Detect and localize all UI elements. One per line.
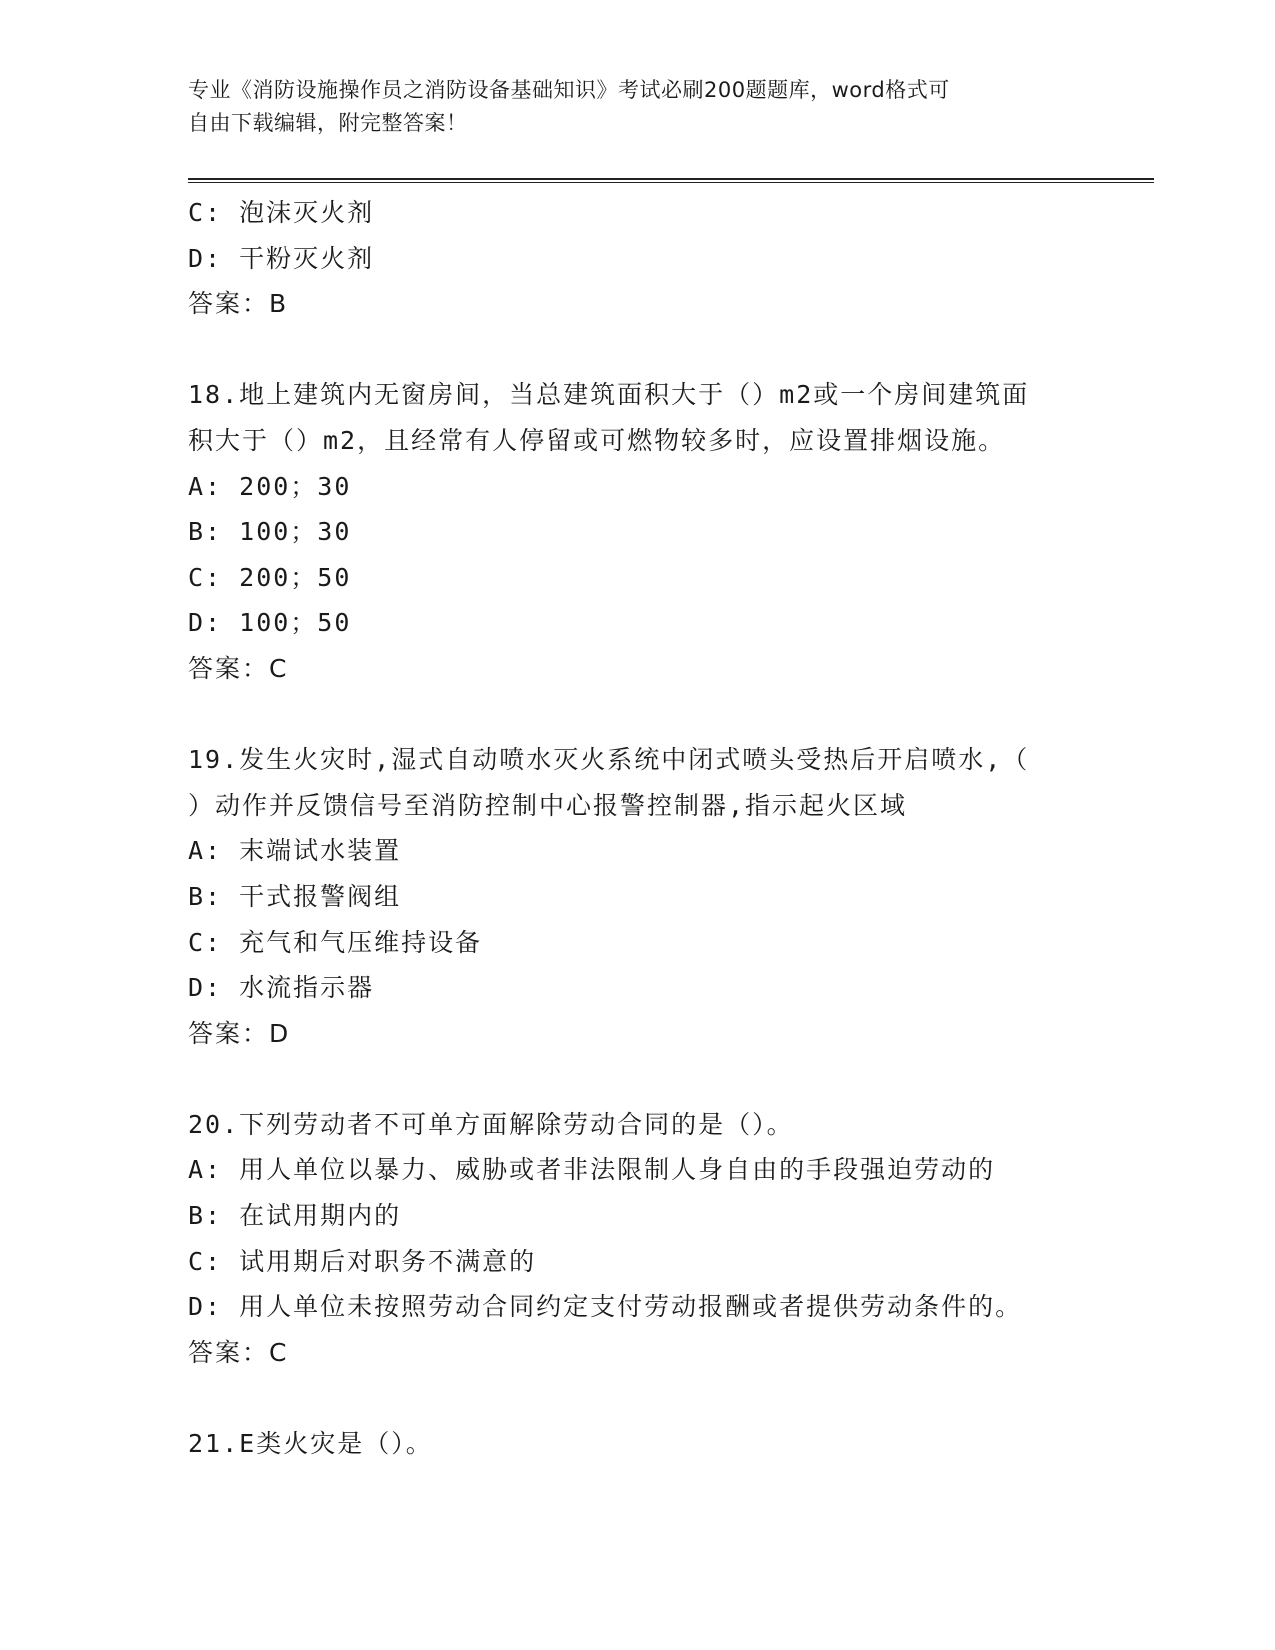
spacer [188, 1056, 1148, 1102]
answer: 答案：C [188, 653, 289, 683]
option-c: C: 试用期后对职务不满意的 [188, 1246, 537, 1276]
question-18 [188, 372, 1148, 691]
answer: 答案：D [188, 1018, 291, 1048]
option-d: D: 水流指示器 [188, 973, 375, 1003]
option-b: B: 在试用期内的 [188, 1201, 402, 1231]
question-20 [188, 1102, 1148, 1376]
question-text-line: 19.发生火灾时,湿式自动喷水灭火系统中闭式喷头受热后开启喷水,（ [188, 745, 1030, 775]
spacer [188, 327, 1148, 373]
question-text-line: 21.E类火灾是（）。 [188, 1429, 433, 1459]
document-header [188, 74, 1088, 140]
header-title-line-2: 自由下载编辑，附完整答案！ [188, 111, 468, 135]
question-text-line: 积大于（）m2，且经常有人停留或可燃物较多时，应设置排烟设施。 [188, 425, 1006, 455]
option-a: A: 200；30 [188, 471, 352, 501]
option-a: A: 末端试水装置 [188, 836, 402, 866]
spacer [188, 692, 1148, 738]
answer: 答案：C [188, 1337, 289, 1367]
option-a: A: 用人单位以暴力、威胁或者非法限制人身自由的手段强迫劳动的 [188, 1155, 996, 1185]
option-d: D: 用人单位未按照劳动合同约定支付劳动报酬或者提供劳动条件的。 [188, 1292, 1023, 1322]
answer: 答案：B [188, 289, 289, 319]
option-c: C: 200；50 [188, 562, 352, 592]
question-text-line: 20.下列劳动者不可单方面解除劳动合同的是（）。 [188, 1109, 794, 1139]
option-b: B: 100；30 [188, 517, 352, 547]
option-d: D: 100；50 [188, 608, 352, 638]
question-list [188, 190, 1148, 1467]
question-21 [188, 1421, 1148, 1467]
option-c: C: 泡沫灭火剂 [188, 198, 375, 227]
question-17 [188, 190, 1148, 327]
question-19 [188, 737, 1148, 1056]
header-divider [188, 178, 1154, 183]
question-text-line: 18.地上建筑内无窗房间，当总建筑面积大于（）m2或一个房间建筑面 [188, 380, 1030, 410]
option-c: C: 充气和气压维持设备 [188, 927, 483, 957]
option-d: D: 干粉灭火剂 [188, 243, 375, 273]
question-text-line: ）动作并反馈信号至消防控制中心报警控制器,指示起火区域 [188, 790, 908, 820]
option-b: B: 干式报警阀组 [188, 881, 402, 911]
spacer [188, 1375, 1148, 1421]
header-title-line-1: 专业《消防设施操作员之消防设备基础知识》考试必刷200题题库，word格式可 [188, 78, 950, 102]
